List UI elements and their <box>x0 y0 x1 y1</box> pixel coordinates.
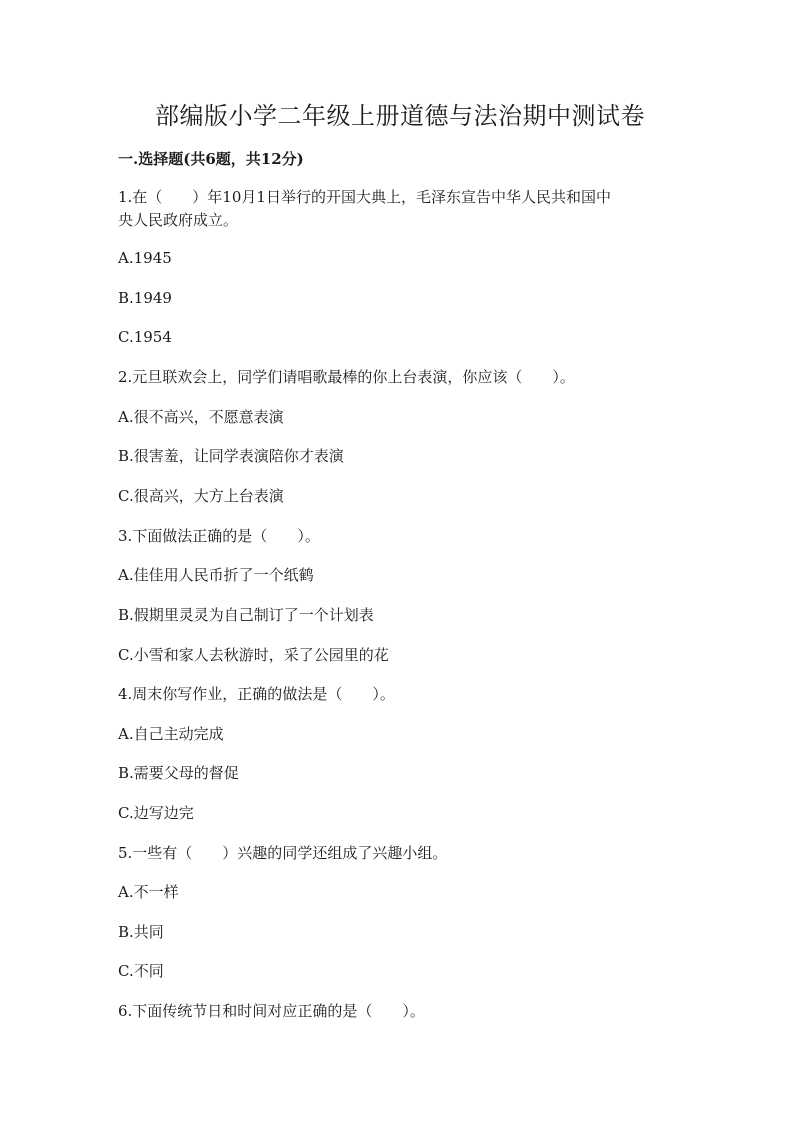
question-2-option-a: A.很不高兴，不愿意表演 <box>118 408 284 426</box>
question-3-stem: 3.下面做法正确的是（ ）。 <box>118 527 320 545</box>
question-1-option-b: B.1949 <box>118 289 172 307</box>
question-5-stem: 5.一些有（ ）兴趣的同学还组成了兴趣小组。 <box>118 844 448 862</box>
question-4-option-c: C.边写边完 <box>118 804 194 822</box>
question-2-option-c: C.很高兴，大方上台表演 <box>118 487 284 505</box>
exam-title: 部编版小学二年级上册道德与法治期中测试卷 <box>155 102 645 130</box>
question-4-option-b: B.需要父母的督促 <box>118 764 239 782</box>
question-3-option-b: B.假期里灵灵为自己制订了一个计划表 <box>118 606 374 624</box>
question-2-stem: 2.元旦联欢会上，同学们请唱歌最棒的你上台表演，你应该（ ）。 <box>118 368 575 386</box>
question-4-stem: 4.周末你写作业，正确的做法是（ ）。 <box>118 685 395 703</box>
question-1-option-a: A.1945 <box>118 249 172 267</box>
question-5-option-b: B.共同 <box>118 923 164 941</box>
question-1-stem: 1.在（ ）年10月1日举行的开国大典上，毛泽东宣告中华人民共和国中 <box>118 188 611 206</box>
section-heading: 一.选择题(共6题，共12分) <box>118 150 304 168</box>
question-1-stem-cont: 央人民政府成立。 <box>118 211 239 229</box>
question-3-option-c: C.小雪和家人去秋游时，采了公园里的花 <box>118 646 389 664</box>
question-1-option-c: C.1954 <box>118 328 172 346</box>
question-4-option-a: A.自己主动完成 <box>118 725 224 743</box>
question-2-option-b: B.很害羞，让同学表演陪你才表演 <box>118 447 344 465</box>
question-3-option-a: A.佳佳用人民币折了一个纸鹤 <box>118 566 314 584</box>
question-5-option-a: A.不一样 <box>118 883 179 901</box>
question-5-option-c: C.不同 <box>118 962 164 980</box>
question-6-stem: 6.下面传统节日和时间对应正确的是（ ）。 <box>118 1002 425 1020</box>
